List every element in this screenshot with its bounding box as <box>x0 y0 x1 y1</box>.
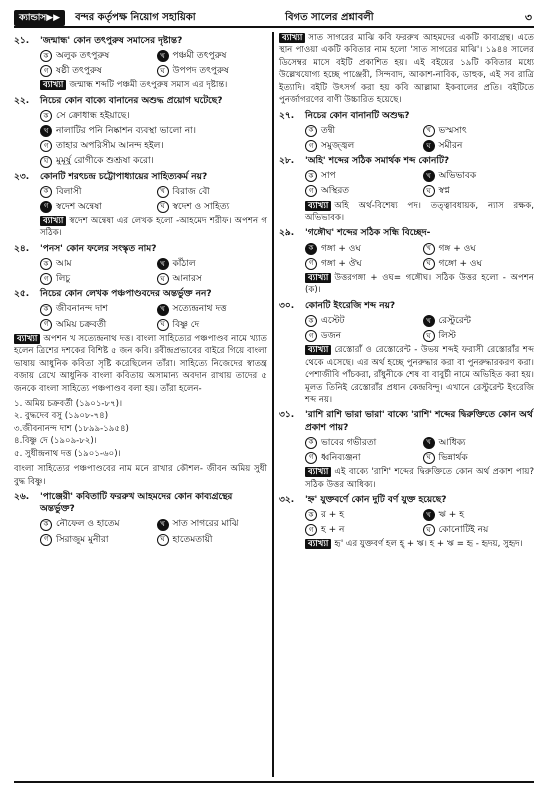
question-text: 'পনস' কোন ফলের সংস্কৃত নাম? <box>40 243 157 254</box>
option-ga[interactable] <box>305 140 417 152</box>
option-label: র + হ <box>321 510 344 521</box>
option-ka[interactable] <box>305 243 417 255</box>
question-number: ২৩. <box>14 171 30 182</box>
right-column <box>274 32 534 777</box>
option-gha[interactable] <box>423 185 535 197</box>
explanation-text: উত্তরগঙ্গা + ওঘ= গঙ্গৌঘ। সঠিক উত্তর হলো - অপশন (ক)। <box>305 272 534 296</box>
option-label: ভিন্নার্থক <box>438 452 468 463</box>
option-ka[interactable] <box>40 110 267 122</box>
option-badge: ক <box>40 258 52 270</box>
option-badge: ঘ <box>157 273 169 285</box>
option-badge-correct: গ <box>40 201 52 213</box>
explanation-tail: বাংলা সাহিত্যের পঞ্চপাণ্ডবের নাম মনে রাখার কৌশল- জীবন অমিয় সুধী বুদ্ধ বিষ্ণু। <box>14 464 267 487</box>
option-ga[interactable] <box>40 65 151 77</box>
explanation-tag: ব্যাখ্যা <box>305 345 331 355</box>
option-ka[interactable] <box>40 258 151 270</box>
list-item: ৩.জীবনানন্দ দাশ (১৮৯৯-১৯৫৪) <box>14 423 129 434</box>
explanation-tag: ব্যাখ্যা <box>40 80 66 90</box>
option-label: স্বদেশ অন্বেষা <box>56 201 102 212</box>
option-label: স্বপ্ন <box>438 186 450 197</box>
question-29 <box>279 227 534 296</box>
option-label: নালাটির পনি নিষ্কাশন ব্যবস্থা ভালো না। <box>56 126 196 137</box>
option-badge: ঘ <box>423 452 435 464</box>
explanation <box>14 333 267 395</box>
question-number: ৩১. <box>279 410 295 421</box>
question-text: 'গঙ্গৌঘ' শব্দের সঠিক সন্ধি বিচ্ছেদ- <box>305 228 431 239</box>
option-badge: ক <box>305 509 317 521</box>
option-label: সাত সাগরের মাঝি <box>172 519 239 530</box>
explanation <box>305 200 534 225</box>
option-badge-correct: ক <box>305 243 317 255</box>
option-ga[interactable] <box>40 534 151 546</box>
option-label: গঙ্গ + ওঘ <box>438 243 476 254</box>
explanation <box>305 538 534 550</box>
explanation-text: সাত সাগরের মাঝি কবি ফররুখ আহমদের একটি কাব্যগ্রন্থ। এতে স্থান পাওয়া একটি কবিতার নাম হলো 'সাত সাগরের মাঝি'। ১৯৪৪ সালের ডিসেম্বর মাসে বইটি প্রকাশিত হয়। এই বইয়ের ১৯টি কবিতার মধ্যে উল্লেখযোগ্য হচ্ছে পাঞ্জেরী, সিন্দবাদ, আকাশ-নাবিক, ডাহুক, এই সব রাত্রি ইত্যাদি। বইটি উৎসর্গ করা হয় কবি আল্লামা ইকবালের প্রতি। বইটিতে পুনর্জাগরণের বাণী উচ্চারিত হয়েছে। <box>279 33 534 106</box>
option-ka[interactable] <box>40 50 151 62</box>
explanation-text: রেস্তোরাঁ ও রেস্তোরেন্ট - উভয় শব্দই ফরাসী রেস্তোরাঁর শব্দ থেকে এসেছে। এর অর্থ হচ্ছে পুনরুদ্ধার করা বা পুনরুদ্ধারকরণ করা। পেশাজীবি পাঁচকরা, রাঁধুনীকে শেষ বা বাবুর্চী নামে অভিহিত করা হয়। মূলত তিনিই রেস্তোরাঁর প্রধান কেন্দ্রবিন্দু। এখানে রেস্টুরেন্ট ইংরেজি শব্দ নয়। <box>305 345 534 406</box>
option-gha[interactable] <box>423 452 535 464</box>
option-label: নৌফেল ও হাতেম <box>56 519 120 530</box>
option-badge: গ <box>305 330 317 342</box>
option-badge: গ <box>305 452 317 464</box>
question-number: ২৪. <box>14 243 30 254</box>
option-label: হ + ন <box>321 525 345 536</box>
option-badge: ঘ <box>423 185 435 197</box>
content-columns <box>14 32 534 777</box>
option-label: ভাবের গভীরতা <box>321 437 377 448</box>
option-badge: গ <box>305 140 317 152</box>
option-badge: ক <box>305 437 317 449</box>
option-ka[interactable] <box>40 303 151 315</box>
question-25 <box>14 288 267 488</box>
option-label: রেস্টুরেন্ট <box>438 315 471 326</box>
question-text: 'রাশি রাশি ভারা ভারা' বাক্যে 'রাশি' শব্দের দ্বিরুক্তিতে কোন অর্থ প্রকাশ পায়? <box>305 410 533 433</box>
option-label: ধ্বনিব্যঞ্জনা <box>321 452 361 463</box>
explanation-tag: ব্যাখ্যা <box>305 273 331 283</box>
explanation-text: হৃ' এর যুক্তবর্ণ হল হ্ + ঋ। হ + ঋ = হৃ - হৃদয়, সুহৃদ। <box>334 539 523 550</box>
explanation-tag: ব্যাখ্যা <box>305 539 331 549</box>
question-text: কোনটি ইংরেজি শব্দ নয়? <box>305 300 396 311</box>
option-gha[interactable] <box>423 330 535 342</box>
option-ka[interactable] <box>305 509 417 521</box>
explanation <box>305 344 534 406</box>
list-item: ২. বুদ্ধদেব বসু (১৯০৮-৭৪) <box>14 411 109 422</box>
explanation <box>40 215 267 240</box>
option-badge: ঘ <box>157 201 169 213</box>
option-gha[interactable] <box>157 273 268 285</box>
option-badge: ক <box>40 110 52 122</box>
option-ga[interactable] <box>305 330 417 342</box>
option-label: বিরাজ বৌ <box>172 186 210 197</box>
question-number: ২৫. <box>14 289 30 300</box>
question-number: ২৭. <box>279 110 295 121</box>
option-badge-correct: খ <box>423 437 435 449</box>
option-gha[interactable] <box>423 140 535 152</box>
option-gha[interactable] <box>157 65 268 77</box>
option-badge: গ <box>40 65 52 77</box>
option-label: আনারস <box>172 274 202 285</box>
option-label: বিষ্ণু দে <box>172 319 200 330</box>
question-32 <box>279 494 534 551</box>
option-ka[interactable] <box>40 518 151 530</box>
explanation-text: অহি অর্থ-বিশেষ্য পদ। তত্ত্বাবধায়ক, ন্যাস রক্ষক, অভিভাবক। <box>305 200 534 224</box>
option-label: ষষ্ঠী তৎপুরুষ <box>56 66 102 77</box>
option-label: এস্টেট <box>321 315 345 326</box>
option-badge-correct: খ <box>423 315 435 327</box>
option-label: অলুক তৎপুরুষ <box>56 51 110 62</box>
option-label: সে ক্রোধান্ধ হইয়াছে। <box>56 111 130 122</box>
explanation-text: স্বদেশ অন্বেষা এর লেখক হলো -আহমেদ শরীফ। অপশন গ সঠিক। <box>40 216 267 239</box>
option-kha[interactable] <box>423 315 535 327</box>
option-kha[interactable] <box>423 437 535 449</box>
explanation-tag: ব্যাখ্যা <box>305 467 331 477</box>
footer-rule <box>14 781 534 783</box>
option-label: সাপ <box>321 171 336 182</box>
explanation-q26 <box>279 32 534 107</box>
explanation-text: জন্মান্ধ শব্দটি পঞ্চমী তৎপুরুষ সমাস এর দৃষ্টান্ত। <box>69 80 228 91</box>
question-text: কোনটি শরৎচন্দ্র চট্টোপাধ্যায়ের সাহিত্যকর্ম নয়? <box>40 171 208 182</box>
option-label: অস্থিরত <box>321 186 350 197</box>
page-number: ৩ <box>524 10 532 24</box>
explanation-tag: ব্যাখ্যা <box>14 334 40 344</box>
option-label: উপপদ তৎপুরুষ <box>172 66 229 77</box>
question-24 <box>14 243 267 285</box>
question-number: ২৮. <box>279 156 295 167</box>
option-kha[interactable] <box>157 258 268 270</box>
list-item: ১. অমিয় চক্রবর্তী (১৯০১-৮৭)। <box>14 399 123 410</box>
option-badge: ঘ <box>157 319 169 331</box>
option-badge-correct: খ <box>157 519 169 531</box>
option-label: মুমূর্ষু রোগীকে শুশ্রূষা করো। <box>56 156 154 167</box>
option-gha[interactable] <box>157 534 268 546</box>
option-badge: গ <box>305 185 317 197</box>
option-kha[interactable] <box>423 243 535 255</box>
option-badge: গ <box>40 140 52 152</box>
question-text: নিচের কোন লেখক পঞ্চপাণ্ডবদের অন্তর্ভুক্ত নন? <box>40 289 212 300</box>
option-label: হাতেমতায়ী <box>172 534 213 545</box>
option-label: সমীরন <box>438 141 463 151</box>
option-badge: ক <box>40 304 52 316</box>
option-label: সত্যেন্দ্রনাথ দত্ত <box>172 304 227 315</box>
option-label: তন্বী <box>321 125 336 136</box>
option-badge-correct: খ <box>423 509 435 521</box>
option-badge: খ <box>423 125 435 137</box>
option-label: আম <box>56 259 72 270</box>
question-23 <box>14 171 267 240</box>
option-gha[interactable] <box>157 201 268 213</box>
option-badge: গ <box>40 273 52 285</box>
option-ga[interactable] <box>305 524 417 536</box>
option-badge: গ <box>305 524 317 536</box>
option-label: লিস্ট <box>438 331 456 342</box>
section-title: বিগত সালের প্রশ্নাবলী <box>285 12 374 24</box>
option-ka[interactable] <box>305 437 417 449</box>
option-ga[interactable] <box>40 140 267 152</box>
option-badge: ঘ <box>423 330 435 342</box>
explanation-tag: ব্যাখ্যা <box>279 33 305 43</box>
question-number: ২১. <box>14 36 30 46</box>
option-ka[interactable] <box>305 125 417 137</box>
question-28 <box>279 155 534 224</box>
option-badge: ক <box>40 519 52 531</box>
option-kha[interactable] <box>423 509 535 521</box>
option-badge: গ <box>40 534 52 546</box>
option-label: কাঁঠাল <box>172 259 196 270</box>
list-item: ৪.বিষ্ণু দে (১৯০৯-৮২)। <box>14 436 97 447</box>
question-text: 'হ্ন' যুক্তবর্ণে কোন দুটি বর্ণ যুক্ত হয়েছে? <box>305 494 447 505</box>
option-ka[interactable] <box>40 186 151 198</box>
option-badge-correct: খ <box>40 125 52 137</box>
option-label: ডজন <box>321 331 342 342</box>
poet-list <box>14 398 267 460</box>
option-badge-correct: খ <box>423 170 435 182</box>
option-label: সমুজ্জ্বল <box>321 141 355 151</box>
option-badge-correct: খ <box>157 304 169 316</box>
left-column <box>14 32 274 777</box>
option-ka[interactable] <box>305 170 417 182</box>
option-badge-correct: ঘ <box>423 140 435 152</box>
option-kha[interactable] <box>423 170 535 182</box>
option-ga[interactable] <box>305 185 417 197</box>
option-badge: ক <box>40 186 52 198</box>
option-label: বিলাসী <box>56 186 82 197</box>
explanation-text: অপশন খ সত্যেন্দ্রনাথ দত্ত। বাংলা সাহিত্যের পঞ্চপাণ্ডব নামে খ্যাত হলেন ত্রিশের দশকের বিশিষ্ট ৫ জন কবি। রবীন্দ্রপ্রভাবের বাইরে গিয়ে বাংলা ভাষায় আধুনিক কবিতা সৃষ্টি করেছিলেন তাঁরা। সাহিত্যে নিজেদের স্বাতন্ত্র বজায় রেখে আধুনিক বাংলা কবিতায় অসামান্য অবদান রাখায় তাদের ৫ জনকে বাংলা সাহিত্যে পঞ্চপাণ্ডব বলা হয়। তাঁরা হলেন- <box>14 333 267 394</box>
option-badge: খ <box>423 243 435 255</box>
page <box>14 10 534 785</box>
book-title: বন্দর কর্তৃপক্ষ নিয়োগ সহায়িকা <box>75 12 196 24</box>
question-text: 'অহি' শব্দের সঠিক সমার্থক শব্দ কোনটি? <box>305 156 450 167</box>
option-badge: ক <box>305 125 317 137</box>
option-gha[interactable] <box>423 524 535 536</box>
option-label: ভস্মসাৎ <box>438 125 467 136</box>
option-kha[interactable] <box>157 50 268 62</box>
option-label: গঙ্গো + ওঘ <box>438 258 483 269</box>
option-label: কোনোটিই নয় <box>438 525 489 536</box>
option-label: স্বদেশ ও সাহিত্য <box>172 201 230 212</box>
option-kha[interactable] <box>157 518 268 530</box>
option-kha[interactable] <box>40 125 267 137</box>
option-label: গঙ্গা + ঔঘ <box>321 258 362 269</box>
question-number: ৩০. <box>279 300 295 311</box>
list-item: ৫. সুধীন্দ্রনাথ দত্ত (১৯০১-৬০)। <box>14 448 121 459</box>
question-text: 'পাঞ্জেরী' কবিতাটি ফররুখ আহমদের কোন কাব্যগ্রন্থের অন্তর্ভুক্ত? <box>40 492 233 515</box>
option-badge-correct: খ <box>157 258 169 270</box>
question-number: ২৯. <box>279 228 295 239</box>
option-label: সিরাজুম মুনীরা <box>56 534 109 545</box>
option-gha[interactable] <box>157 319 268 331</box>
option-label: জীবনানন্দ দাশ <box>56 304 108 315</box>
option-badge: ক <box>305 315 317 327</box>
option-label: আধিক্য <box>438 437 466 448</box>
option-ka[interactable] <box>305 315 417 327</box>
question-21 <box>14 35 267 92</box>
explanation-tag: ব্যাখ্যা <box>40 216 66 226</box>
question-30 <box>279 300 534 407</box>
option-label: ঋ + হ <box>438 510 464 521</box>
question-26 <box>14 491 267 546</box>
option-ga[interactable] <box>40 201 151 213</box>
explanation <box>305 272 534 297</box>
option-badge: ঘ <box>423 524 435 536</box>
explanation-tag: ব্যাখ্যা <box>305 201 331 211</box>
option-kha[interactable] <box>157 186 268 198</box>
option-ga[interactable] <box>305 258 417 270</box>
option-label: তাহার অপরিসীম আনন্দ হইল। <box>56 141 164 152</box>
option-badge: ক <box>40 50 52 62</box>
option-badge: গ <box>40 319 52 331</box>
option-label: অমিয় চক্রবর্তী <box>56 319 107 330</box>
page-header <box>14 10 534 28</box>
option-badge: ক <box>305 170 317 182</box>
option-ga[interactable] <box>40 319 151 331</box>
option-label: অভিভাবক <box>438 171 477 182</box>
option-ga[interactable] <box>40 273 151 285</box>
explanation <box>305 466 534 491</box>
option-label: লিচু <box>56 274 71 285</box>
option-badge: ঘ <box>157 534 169 546</box>
option-badge: ঘ <box>157 65 169 77</box>
question-text: নিচের কোন বানানটি অশুদ্ধ? <box>305 110 410 121</box>
option-kha[interactable] <box>423 125 535 137</box>
option-badge-correct: খ <box>157 50 169 62</box>
question-27 <box>279 110 534 152</box>
option-gha[interactable] <box>40 155 267 167</box>
option-ga[interactable] <box>305 452 417 464</box>
option-label: গঙ্গা + ওঘ <box>321 243 361 254</box>
question-number: ২৬. <box>14 492 30 503</box>
option-kha[interactable] <box>157 303 268 315</box>
question-22 <box>14 95 267 168</box>
option-badge: ঘ <box>40 156 52 168</box>
question-text: 'জন্মান্ধ' কোন তৎপুরুষ সমাসের দৃষ্টান্ত? <box>40 36 183 46</box>
publisher-logo: ক্যান্ডাস▶▶ <box>14 10 65 26</box>
option-label: পঞ্চমী তৎপুরুষ <box>172 51 227 62</box>
explanation <box>40 79 267 91</box>
option-badge: খ <box>157 186 169 198</box>
option-gha[interactable] <box>423 258 535 270</box>
option-badge: ঘ <box>423 258 435 270</box>
question-text: নিচের কোন বাক্যে বানানের অশুদ্ধ প্রয়োগ ঘটেছে? <box>40 95 223 106</box>
option-badge: গ <box>305 258 317 270</box>
question-number: ২২. <box>14 95 30 106</box>
question-31 <box>279 409 534 490</box>
question-number: ৩২. <box>279 494 295 505</box>
explanation-text: এই বাক্যে 'রাশি' শব্দের দ্বিরুক্তিতে কোন অর্থ প্রকাশ পায়? সঠিক উত্তর আধিক্য। <box>305 467 534 490</box>
